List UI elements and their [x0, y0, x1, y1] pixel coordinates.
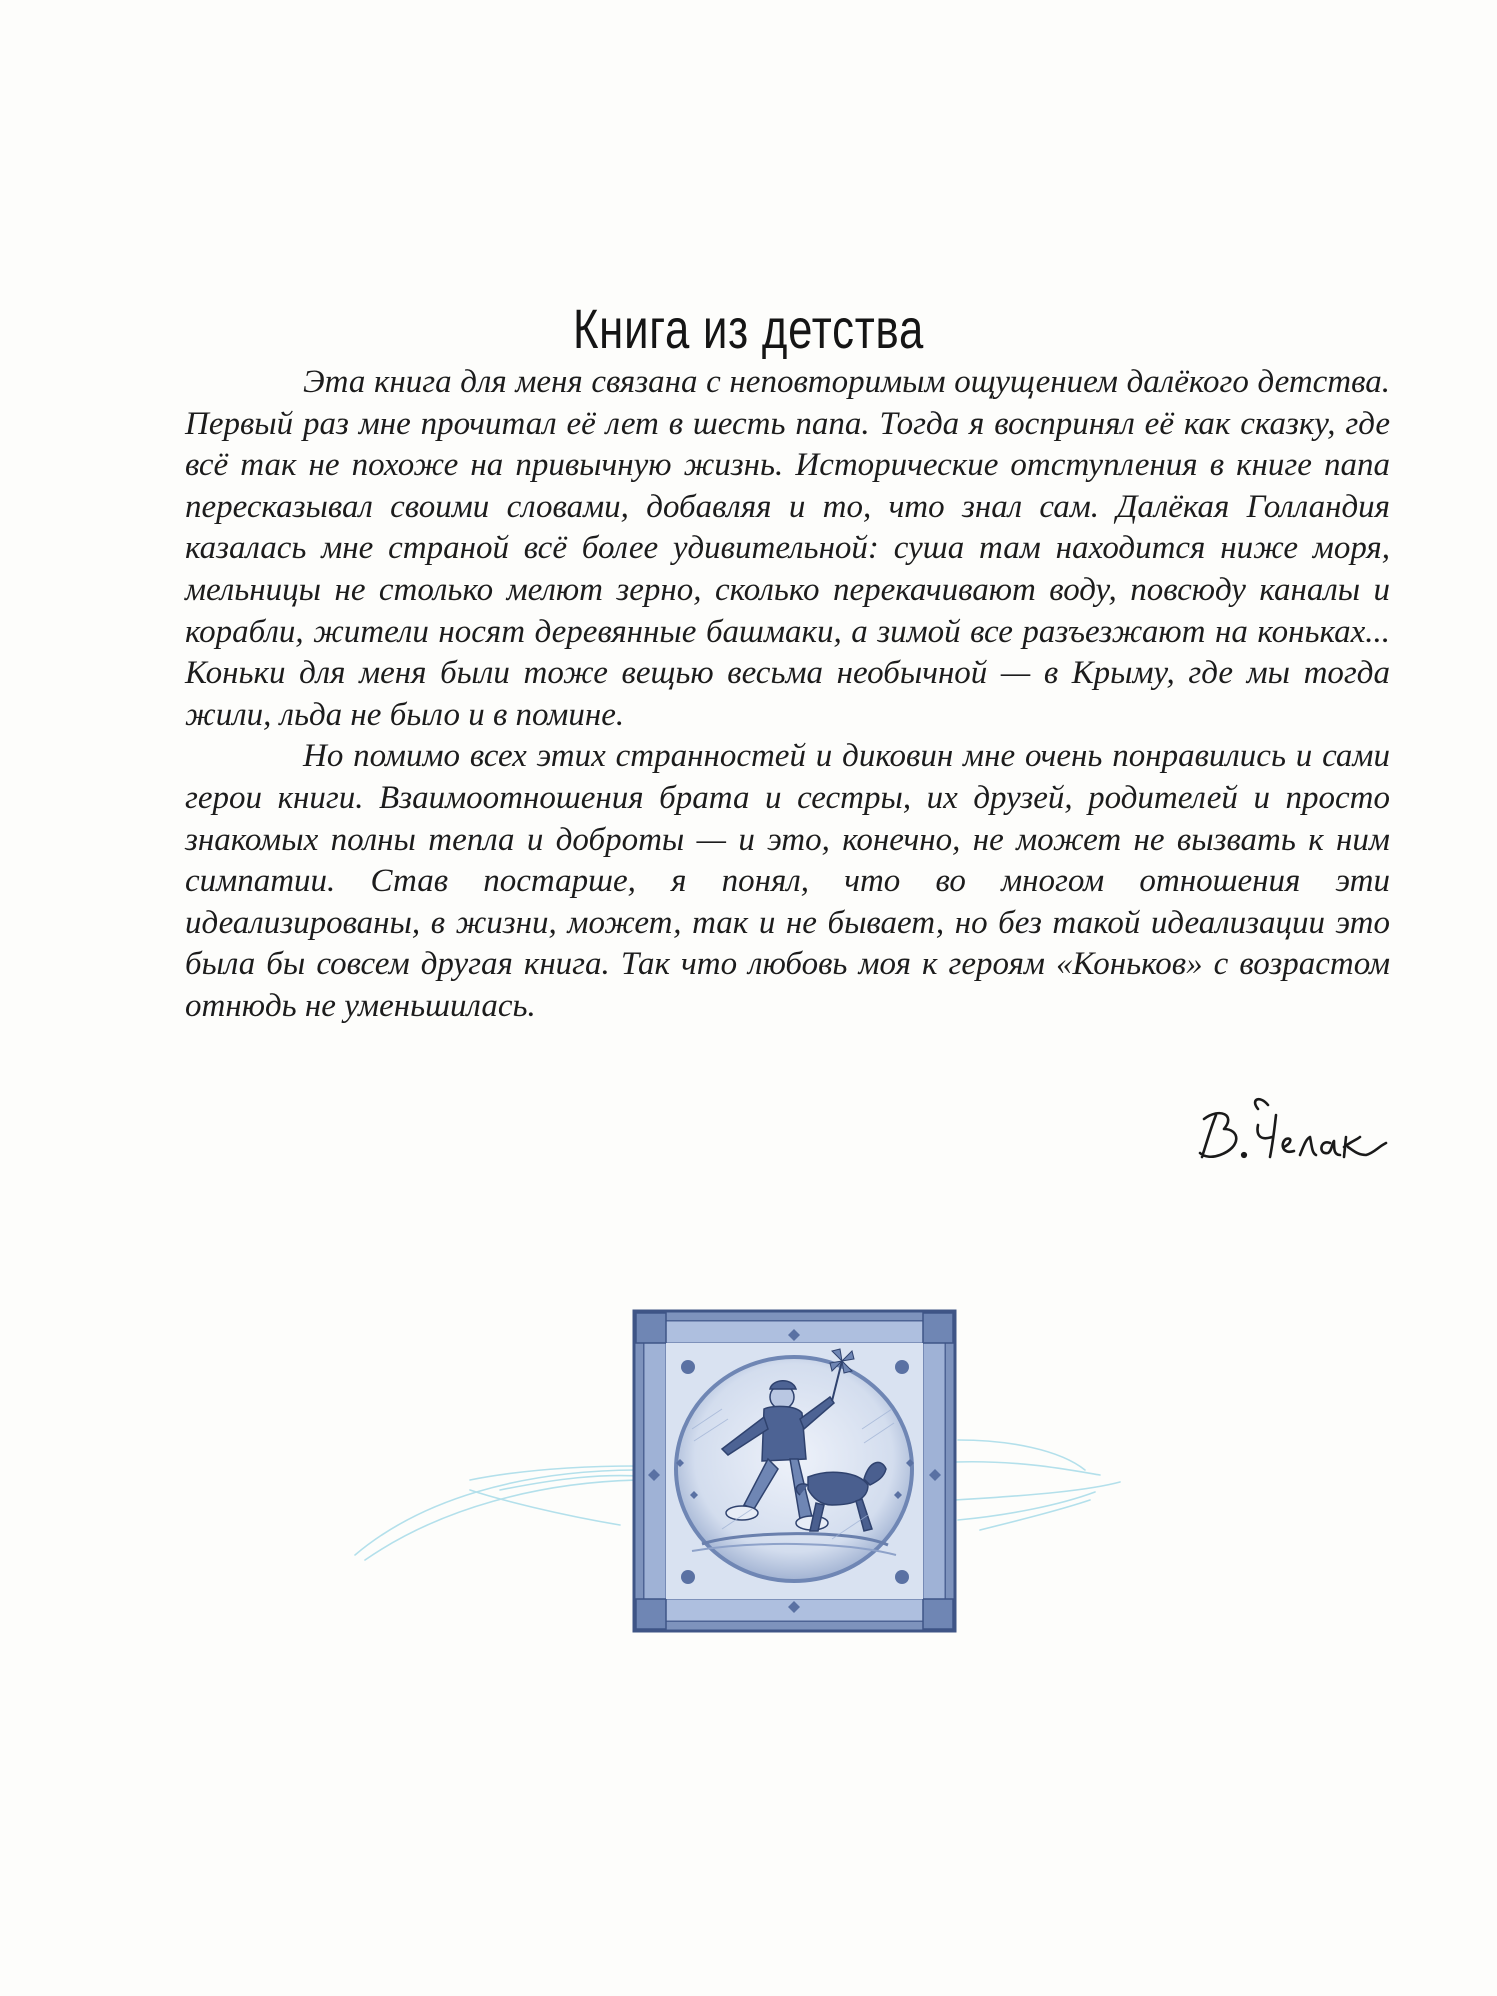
paragraph-2: Но помимо всех этих странностей и диковин мне очень понравились и сами герои книги. Взаимоотношения брата и сестры, их друзей, родителей и просто знакомых полны тепла и доброты — и это, конечно, не может не вызвать к ним симпатии. Став постарше, я понял, что во многом отношения эти идеализированы, в жизни, может, так и не бывает, но без такой идеализации это была бы совсем другая книга. Так что любовь моя к героям «Коньков» с возрастом отнюдь не уменьшилась. — [185, 738, 1390, 1024]
paragraph-1: Эта книга для меня связана с неповторимым ощущением далёкого детства. Первый раз мне прочитал её лет в шесть папа. Тогда я воспринял её как сказку, где всё так не похоже на привычную жизнь. Исторические отступления в книге папа пересказывал своими словами, добавляя и то, что знал сам. Далёкая Голландия казалась мне страной всё более удивительной: суша там находится ниже моря, мельницы не столько мелют зерно, сколько перекачивают воду, повсюду каналы и корабли, жители носят деревянные башмаки, а зимой все разъезжают на коньках... Коньки для меня были тоже вещью весьма необычной — в Крыму, где мы тогда жили, льда не было и в помине. — [185, 364, 1390, 733]
page-title: Книга из детства — [572, 296, 925, 360]
blue-tile-illustration — [632, 1309, 957, 1633]
